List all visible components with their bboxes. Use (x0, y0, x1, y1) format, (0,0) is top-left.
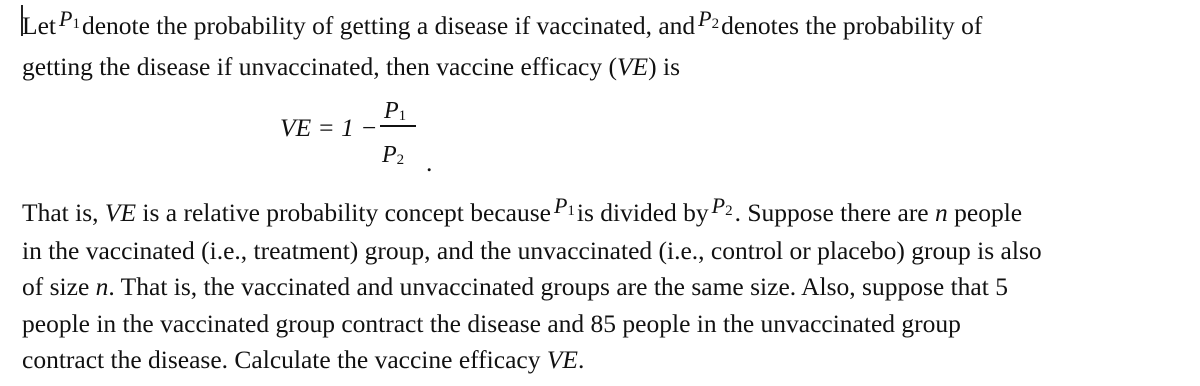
n-variable: n (935, 198, 948, 227)
paragraph-line-7 (22, 347, 584, 373)
symbol-p1: $P_1$ (58, 6, 80, 32)
paragraph-line-1 (22, 6, 983, 40)
text-suppose: . Suppose there are (734, 198, 929, 227)
fraction-numerator: $P_1$ (384, 98, 407, 124)
text-getting: getting the disease if unvaccinated, then vaccine efficacy ( (22, 52, 617, 81)
text-denote: denote the probability of getting a disease if vaccinated, and (81, 11, 696, 40)
text-denotes: denotes the probability of (721, 11, 983, 40)
symbol-p2: $P_2$ (698, 6, 720, 32)
text-divided-by: is divided by (576, 198, 709, 227)
text-is: ) is (648, 52, 680, 81)
paragraph-line-5 (22, 274, 1008, 300)
fraction-bar (380, 125, 416, 127)
text-that-is: That is, (22, 198, 99, 227)
text-period: . (578, 345, 585, 374)
text-of-size: of size (22, 272, 90, 301)
text-let: Let (22, 11, 56, 40)
ve-variable: VE (616, 52, 649, 81)
text-calculate: contract the disease. Calculate the vaccine efficacy (22, 345, 541, 374)
ve-variable: VE (546, 345, 578, 374)
text-same-size: . That is, the vaccinated and unvaccinated groups are the same size. Also, suppose that 5 (108, 272, 1008, 301)
n-variable: n (95, 272, 109, 301)
text-people: people (954, 198, 1023, 227)
ve-variable: VE (104, 198, 137, 227)
text-groups: in the vaccinated (i.e., treatment) group, and the unvaccinated (i.e., control or placebo) group is also (22, 236, 1042, 265)
paragraph-line-6 (22, 311, 961, 337)
paragraph-line-2 (22, 54, 680, 80)
formula-period: . (426, 148, 433, 177)
text-relative: is a relative probability concept because (142, 198, 551, 227)
paragraph-line-3 (22, 193, 1023, 227)
formula-lhs: VE = 1 − (280, 113, 378, 142)
paragraph-line-4 (22, 238, 1042, 264)
fraction-denominator: $P_2$ (382, 142, 405, 168)
symbol-p2: $P_2$ (711, 193, 733, 219)
symbol-p1: $P_1$ (553, 193, 575, 219)
text-contract: people in the vaccinated group contract the disease and 85 people in the unvaccinated group (22, 309, 961, 338)
